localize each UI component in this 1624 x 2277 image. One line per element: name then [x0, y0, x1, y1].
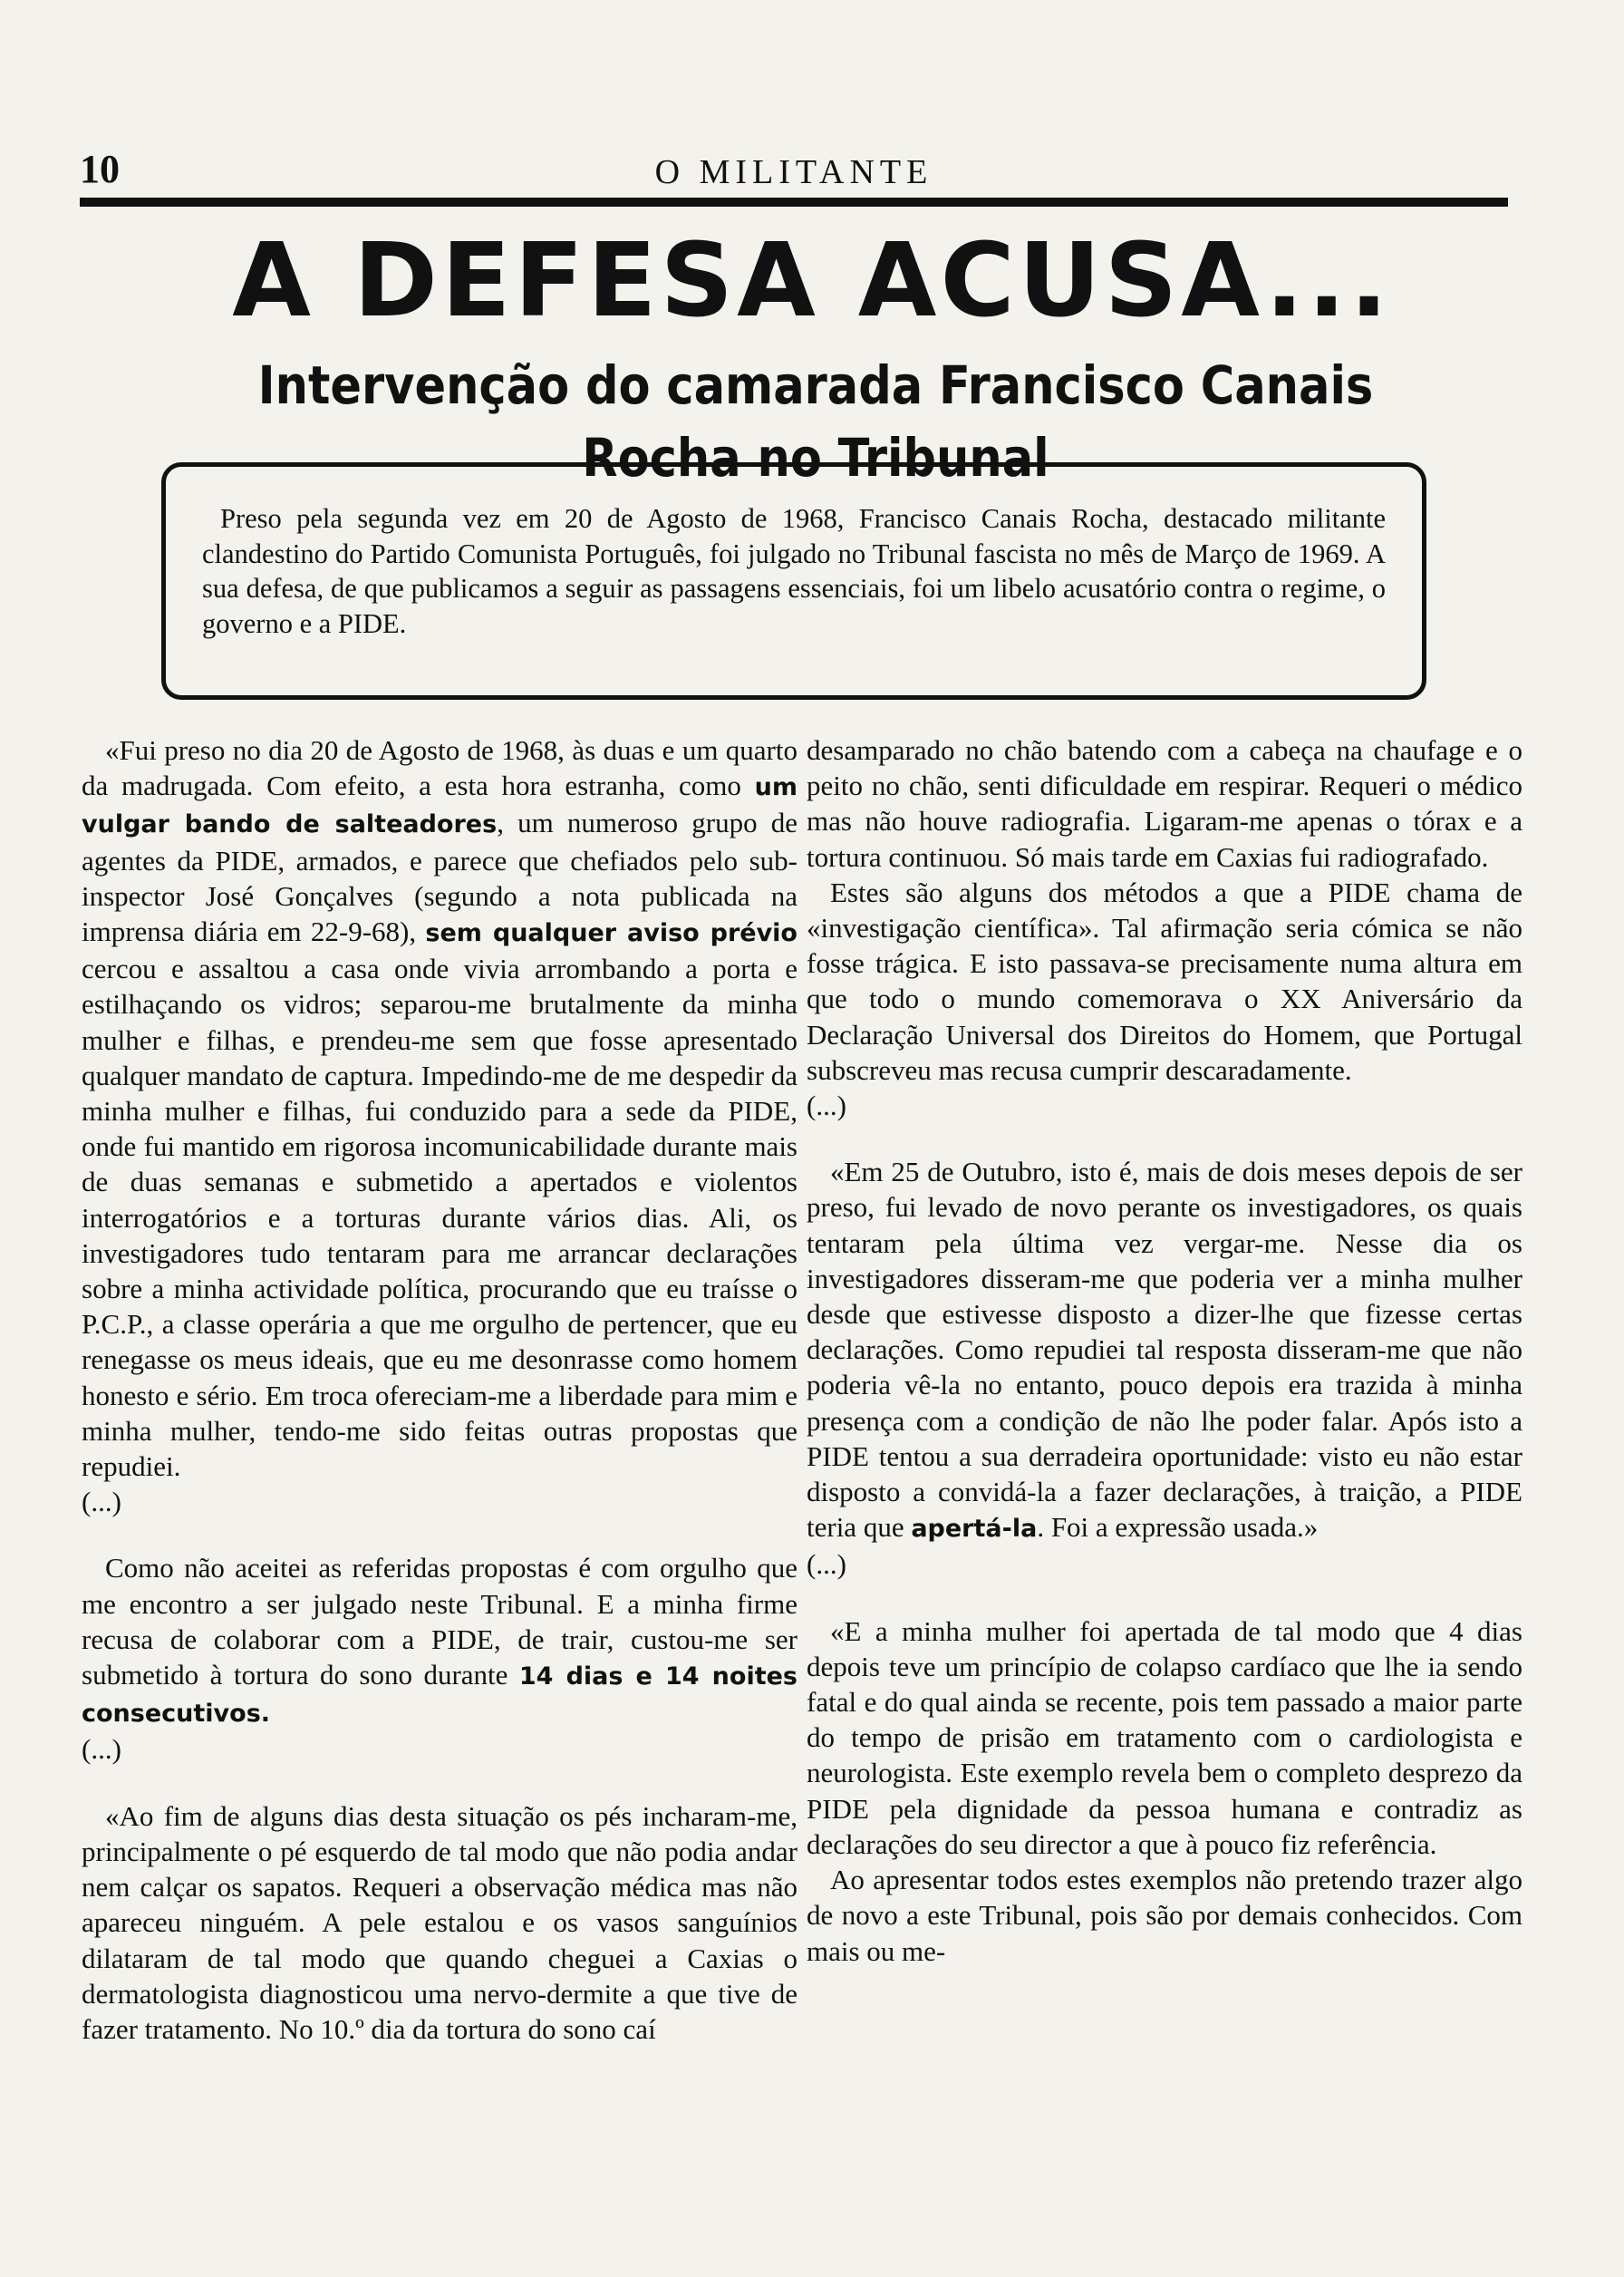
- ellipsis: (...): [807, 1090, 846, 1122]
- page-number: 10: [80, 147, 120, 191]
- spacer: [82, 1519, 798, 1550]
- text-run: «Em 25 de Outubro, isto é, mais de dois meses depois de ser preso, fui levado de novo perante os investigadores, os quais tentaram pela última vez vergar-me. Nesse dia os investigadores disseram-me que poderia ver a minha mulher desde que estivesse disposto a dizer-lhe que fizesse certas declarações. Como repudiei tal resposta disseram-me que não poderia vê-la no entanto, pouco depois era trazida à minha presença com a condição de não lhe poder falar. Após isto a PIDE tentou a sua derradeira oportunidade: visto eu não estar disposto a convidá-la a fazer declarações, à traição, a PIDE teria que: [807, 1156, 1522, 1544]
- text-run: . Foi a expressão usada.»: [1037, 1511, 1319, 1544]
- paragraph: Ao apresentar todos estes exemplos não pretendo trazer algo de novo a este Tribunal, pois são por demais conhecidos. Com mais ou me-: [807, 1864, 1522, 1967]
- text-run: , um numeroso grupo de agentes da PIDE, armados, e parece que chefiados pelo sub-inspector José Gonçalves (segundo a nota publicada na imprensa diária em 22-9-68),: [82, 807, 798, 948]
- running-header: [80, 143, 1508, 207]
- emphasis-text: 14 dias e 14 noites consecutivos.: [82, 1662, 798, 1729]
- spacer: [807, 1123, 1522, 1154]
- paragraph: [807, 1154, 1522, 1546]
- spacer: [807, 1583, 1522, 1613]
- right-column: [807, 732, 1522, 1969]
- emphasis-text: um vulgar bando de salteadores: [82, 773, 798, 839]
- paragraph: «Ao fim de alguns dias desta situação os pés incharam-me, principalmente o pé esquerdo de tal modo que não podia andar nem calçar os sapatos. Requeri a observação médica mas não apareceu ninguém. A pele estalou e os vasos sanguínios dilataram de tal modo que quando cheguei a Caxias o dermatologista diagnosticou uma nervo-dermite a que tive de fazer tratamento. No 10.º dia da tortura do sono caí: [82, 1799, 798, 2045]
- paragraph: Estes são alguns dos métodos a que a PIDE chama de «investigação científica». Tal afirmação seria cómica se não fosse trágica. E isto passava-se precisamente numa altura em que todo o mundo comemorava o XX Aniversário da Declaração Universal dos Direitos do Homem, que Portugal subscreveu mas recusa cumprir descaradamente.: [807, 876, 1522, 1086]
- spacer: [82, 1768, 798, 1798]
- ellipsis: (...): [82, 1733, 121, 1766]
- text-run: cercou e assaltou a casa onde vivia arrombando a porta e estilhaçando os vidros; separou-me brutalmente da minha mulher e filhas, e prendeu-me sem que fosse apresentado qualquer mandato de captura. Impedindo-me de me despedir da minha mulher e filhas, fui conduzido para a sede da PIDE, onde fui mantido em rigorosa incomunicabilidade durante mais de duas semanas e submetido a apertados e violentos interrogatórios e a torturas durante vários dias. Ali, os investigadores tudo tentaram para me arrancar declarações sobre a minha actividade política, procurando que eu traísse o P.C.P., a classe operária a que me orgulho de pertencer, que eu renegasse os meus ideais, que eu me desonrasse como homem honesto e sério. Em troca ofereciam-me a liberdade para mim e minha mulher, tendo-me sido feitas outras propostas que repudiei.: [82, 953, 798, 1483]
- article-subtitle: Intervenção do camarada Francisco Canais Rocha no Tribunal: [257, 354, 1374, 489]
- paragraph: desamparado no chão batendo com a cabeça na chaufage e o peito no chão, senti dificuldade em respirar. Requeri o médico mas não houve radiografia. Ligaram-me apenas o tórax e a tortura continuou. Só mais tarde em Caxias fui radiografado.: [807, 734, 1522, 873]
- text-run: «Fui preso no dia 20 de Agosto de 1968, às duas e um quarto da madrugada. Com efeito, a esta hora estranha, como: [82, 734, 798, 802]
- paragraph: «E a minha mulher foi apertada de tal modo que 4 dias depois teve um princípio de colapso cardíaco que lhe ia sendo fatal e do qual ainda se recente, pois tem passado a maior parte do tempo de prisão em tratamento com o cardiologista e neurologista. Este exemplo revela bem o completo desprezo da PIDE pela dignidade da pessoa humana e contradiz as declarações do seu director a que à pouco fiz referência.: [807, 1614, 1522, 1860]
- emphasis-text: sem qualquer aviso prévio: [425, 919, 798, 948]
- lead-paragraph: Preso pela segunda vez em 20 de Agosto de 1968, Francisco Canais Rocha, destacado militante clandestino do Partido Comunista Português, foi julgado no Tribunal fascista no mês de Março de 1969. A sua defesa, de que publicamos a seguir as passagens essenciais, foi um libelo acusatório contra o regime, o governo e a PIDE.: [202, 503, 1386, 639]
- lead-box: [161, 462, 1426, 700]
- text-run: Como não aceitei as referidas propostas é com orgulho que me encontro a ser julgado neste Tribunal. E a minha firme recusa de colaborar com a PIDE, de trair, custou-me ser submetido à tortura do sono durante: [82, 1552, 798, 1691]
- paragraph: [82, 732, 798, 1484]
- ellipsis: (...): [807, 1548, 846, 1581]
- left-column: [82, 732, 798, 2047]
- publication-name: O MILITANTE: [654, 153, 933, 191]
- emphasis-text: apertá-la: [911, 1515, 1038, 1544]
- paragraph: [82, 1550, 798, 1731]
- ellipsis: (...): [82, 1486, 121, 1518]
- article-title: A DEFESA ACUSA...: [232, 222, 1392, 340]
